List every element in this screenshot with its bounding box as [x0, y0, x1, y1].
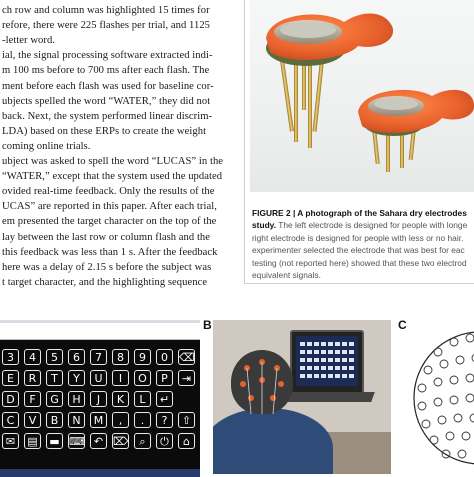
- speller-key: ✉: [2, 433, 19, 449]
- speller-key: B: [46, 412, 63, 428]
- speller-key: H: [68, 391, 85, 407]
- speller-key: G: [46, 391, 63, 407]
- right-electrode: [358, 90, 474, 172]
- caption-text: experimenter selected the electrode that was best for eac: [252, 245, 465, 256]
- speller-key: ▤: [24, 433, 41, 449]
- caption-text: equivalent signals.: [252, 269, 321, 280]
- caption-text: right electrode is designed for people with less or no hair.: [252, 232, 464, 243]
- body-text-line: coming online trials.: [2, 140, 91, 152]
- speller-key: .: [134, 412, 151, 428]
- body-text-line: ubject was asked to spell the word “LUCAS” in the: [2, 156, 224, 167]
- body-text-line: -letter word.: [2, 35, 56, 47]
- speller-header-bar: [0, 323, 200, 340]
- speller-key: ⌫: [179, 351, 195, 364]
- speller-key: D: [2, 391, 19, 407]
- body-text-line: ial, the signal processing software extracted indi-: [2, 50, 213, 62]
- caption-text: testing (not reported here) showed that these two electrod: [252, 257, 467, 268]
- speller-key: ⇧: [178, 412, 195, 428]
- monitor-speller-grid: [296, 336, 358, 386]
- caption-line: [252, 244, 474, 256]
- taskbar: [0, 469, 200, 477]
- body-text-line: t target character, and the highlighting sequence: [2, 276, 208, 288]
- speller-key: R: [24, 370, 41, 386]
- speller-key: 9: [134, 349, 151, 365]
- body-text-line: m 100 ms before to 700 ms after each flash. The: [2, 65, 210, 77]
- body-text-line: “WATER,” except that the system used the updated: [2, 171, 223, 183]
- caption-line: [252, 269, 474, 281]
- speller-key: F: [24, 391, 41, 407]
- panel-label-c: C: [398, 318, 407, 332]
- speller-key: ⇥: [178, 370, 195, 386]
- caption-line: [252, 257, 474, 269]
- electrode-montage-diagram: [408, 320, 474, 474]
- speller-key: 4: [24, 349, 41, 365]
- body-text-line: ment before each flash was used for baseline cor-: [2, 80, 214, 92]
- laptop-monitor: [290, 330, 364, 394]
- speller-key: 8: [112, 349, 129, 365]
- speller-key: 5: [46, 349, 63, 365]
- speller-key: ▬: [46, 433, 63, 449]
- speller-key: V: [24, 412, 41, 428]
- speller-key: ↵: [156, 391, 173, 407]
- body-text-line: back. Next, the system performed linear discrim-: [2, 110, 213, 122]
- caption-line: [252, 232, 474, 244]
- speller-key: ?: [156, 412, 173, 428]
- subject-head-eeg-cap: [231, 350, 293, 414]
- speller-key: E: [2, 370, 19, 386]
- speller-key: T: [46, 370, 63, 386]
- panel-label-b: B: [203, 318, 212, 332]
- speller-key: ,: [112, 412, 129, 428]
- body-text-line: ovided real-time feedback. Only the results of the: [2, 186, 215, 198]
- speller-key: M: [90, 412, 107, 428]
- speller-key: N: [68, 412, 85, 428]
- panel-c-electrode-map: [408, 320, 474, 474]
- speller-key: K: [112, 391, 129, 407]
- caption-bold-text: FIGURE 2 | A photograph of the Sahara dry electrodes: [252, 208, 467, 218]
- speller-key: C: [2, 412, 19, 428]
- speller-key: ⏻: [156, 433, 173, 449]
- speller-key: ⌂: [178, 433, 195, 449]
- speller-key: 3: [2, 349, 19, 365]
- speller-key: P: [156, 370, 173, 386]
- body-text-line: UCAS” are reported in this paper. After each trial,: [2, 201, 217, 213]
- monitor-screen: [296, 336, 358, 386]
- body-text-line: this feedback was less than 1 s. After the feedback: [2, 246, 218, 258]
- speller-key: J: [90, 391, 107, 407]
- body-text-line: lay between the last row or column flash and the: [2, 231, 211, 243]
- speller-key: 7: [90, 349, 107, 365]
- speller-key: 6: [68, 349, 85, 365]
- speller-key: O: [134, 370, 151, 386]
- speller-key: ↶: [90, 433, 107, 449]
- speller-key: L: [134, 391, 151, 407]
- speller-key: 0: [156, 349, 173, 365]
- caption-line: [252, 207, 474, 219]
- eeg-cap-electrodes: [231, 350, 293, 414]
- subject-shoulders: [213, 408, 333, 474]
- speller-key: ⌕: [134, 433, 151, 449]
- caption-line: [252, 219, 474, 231]
- panel-b-photo: [213, 320, 391, 474]
- caption-bold-text: study.: [252, 220, 277, 231]
- body-text-column: [0, 0, 234, 300]
- speller-key: I: [112, 370, 129, 386]
- caption-text: The left electrode is designed for people with longe: [276, 220, 468, 231]
- panel-a-speller: [0, 320, 200, 477]
- speller-key: ⌦: [113, 435, 129, 448]
- sahara-electrodes-image: [250, 0, 474, 192]
- body-text-line: LDA) based on these ERPs to create the weight: [2, 125, 207, 137]
- speller-key: Y: [68, 370, 85, 386]
- speller-key: U: [90, 370, 107, 386]
- body-text-line: em presented the target character on the top of the: [2, 216, 217, 228]
- electrode-photograph: [250, 0, 474, 192]
- body-text-line: ch row and column was highlighted 15 times for: [2, 5, 210, 16]
- body-text-line: here was a delay of 2.15 s before the subject was: [2, 261, 212, 273]
- body-text-line: ubjects spelled the word “WATER,” they did not: [2, 95, 211, 107]
- figure-2-caption: [252, 207, 474, 281]
- laptop-keyboard: [281, 392, 375, 402]
- speller-key: ⌨: [69, 435, 85, 448]
- body-text-line: refore, there were 225 flashes per trial, and 1125: [2, 20, 211, 32]
